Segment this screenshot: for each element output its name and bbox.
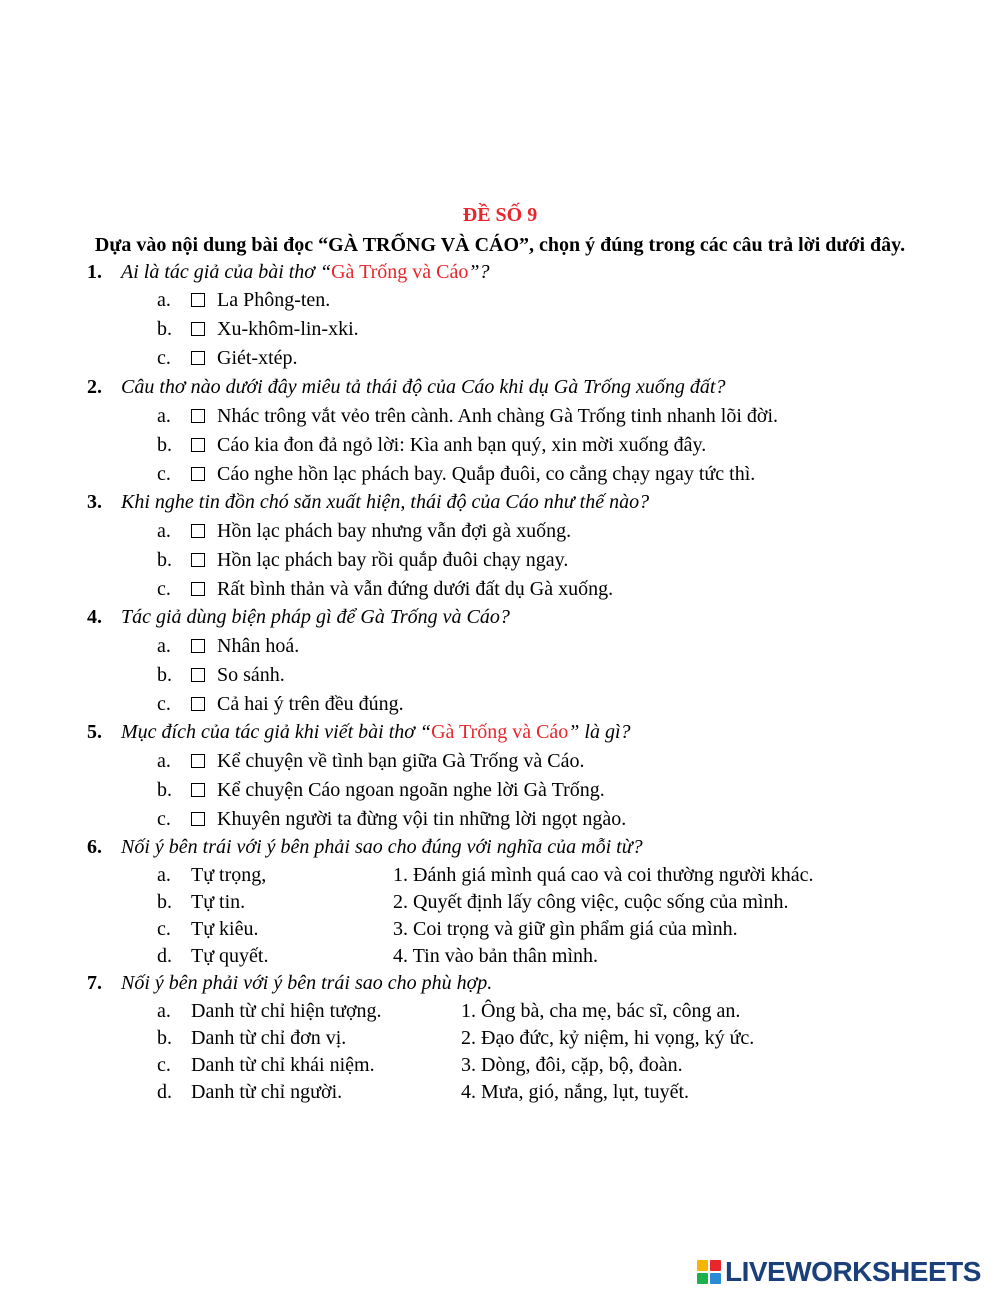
match-row-6b[interactable]: b. Tự tin. 2. Quyết định lấy công việc, cuộc sống của mình. bbox=[157, 891, 789, 913]
question-number: 7. bbox=[87, 972, 102, 994]
match-row-6d[interactable]: d. Tự quyết. 4. Tin vào bản thân mình. bbox=[157, 945, 599, 967]
question-number: 5. bbox=[87, 721, 102, 743]
option-5b[interactable]: b. Kể chuyện Cáo ngoan ngoãn nghe lời Gà Trống. bbox=[157, 779, 605, 801]
checkbox[interactable] bbox=[191, 754, 205, 768]
option-3a[interactable]: a. Hồn lạc phách bay nhưng vẫn đợi gà xuống. bbox=[157, 520, 572, 542]
question-number: 3. bbox=[87, 491, 102, 513]
logo-block bbox=[697, 1273, 708, 1284]
question-text: Khi nghe tin đồn chó săn xuất hiện, thái độ của Cáo như thế nào? bbox=[121, 491, 650, 513]
option-4b[interactable]: b. So sánh. bbox=[157, 664, 285, 686]
checkbox[interactable] bbox=[191, 553, 205, 567]
option-1b[interactable]: b. Xu-khôm-lin-xki. bbox=[157, 318, 359, 340]
checkbox[interactable] bbox=[191, 582, 205, 596]
question-2 bbox=[87, 374, 725, 400]
checkbox[interactable] bbox=[191, 351, 205, 365]
match-row-6c[interactable]: c. Tự kiêu. 3. Coi trọng và giữ gìn phẩm giá của mình. bbox=[157, 918, 738, 940]
option-1a[interactable]: a. La Phông-ten. bbox=[157, 289, 331, 311]
logo-block bbox=[710, 1273, 721, 1284]
logo-block bbox=[710, 1260, 721, 1271]
checkbox[interactable] bbox=[191, 293, 205, 307]
option-2c[interactable]: c. Cáo nghe hồn lạc phách bay. Quắp đuôi, co cẳng chạy ngay tức thì. bbox=[157, 463, 756, 485]
logo-block bbox=[697, 1260, 708, 1271]
checkbox[interactable] bbox=[191, 668, 205, 682]
question-text: Ai là tác giả của bài thơ “Gà Trống và Cáo”? bbox=[121, 261, 490, 283]
checkbox[interactable] bbox=[191, 409, 205, 423]
question-number: 2. bbox=[87, 376, 102, 398]
option-5a[interactable]: a. Kể chuyện về tình bạn giữa Gà Trống và Cáo. bbox=[157, 750, 585, 772]
option-5c[interactable]: c. Khuyên người ta đừng vội tin những lời ngọt ngào. bbox=[157, 808, 627, 830]
question-4 bbox=[87, 604, 510, 630]
option-3b[interactable]: b. Hồn lạc phách bay rồi quắp đuôi chạy ngay. bbox=[157, 549, 569, 571]
question-text: Nối ý bên trái với ý bên phải sao cho đúng với nghĩa của mỗi từ? bbox=[121, 836, 643, 858]
checkbox[interactable] bbox=[191, 783, 205, 797]
option-3c[interactable]: c. Rất bình thản và vẫn đứng dưới đất dụ Gà xuống. bbox=[157, 578, 614, 600]
match-row-7a[interactable]: a. Danh từ chỉ hiện tượng. 1. Ông bà, cha mẹ, bác sĩ, công an. bbox=[157, 1000, 741, 1022]
checkbox[interactable] bbox=[191, 322, 205, 336]
page-title: ĐỀ SỐ 9 bbox=[462, 204, 538, 226]
question-text: Mục đích của tác giả khi viết bài thơ “Gà Trống và Cáo” là gì? bbox=[121, 721, 631, 743]
match-row-7d[interactable]: d. Danh từ chỉ người. 4. Mưa, gió, nắng, lụt, tuyết. bbox=[157, 1081, 690, 1103]
match-row-7b[interactable]: b. Danh từ chỉ đơn vị. 2. Đạo đức, kỷ niệm, hi vọng, ký ức. bbox=[157, 1027, 755, 1049]
question-6 bbox=[87, 834, 643, 860]
question-5 bbox=[87, 719, 631, 745]
question-7 bbox=[87, 970, 492, 996]
checkbox[interactable] bbox=[191, 697, 205, 711]
question-number: 6. bbox=[87, 836, 102, 858]
question-3 bbox=[87, 489, 649, 515]
option-2b[interactable]: b. Cáo kia đon đả ngỏ lời: Kìa anh bạn quý, xin mời xuống đây. bbox=[157, 434, 707, 456]
option-1c[interactable]: c. Giét-xtép. bbox=[157, 347, 298, 369]
checkbox[interactable] bbox=[191, 467, 205, 481]
question-text: Nối ý bên phải với ý bên trái sao cho phù hợp. bbox=[121, 972, 493, 994]
logo-blocks-icon bbox=[697, 1260, 721, 1284]
logo-text: LIVEWORKSHEETS bbox=[725, 1256, 981, 1287]
instruction: Dựa vào nội dung bài đọc “GÀ TRỐNG VÀ CÁO”, chọn ý đúng trong các câu trả lời dưới đây. bbox=[94, 234, 906, 256]
question-1 bbox=[87, 259, 489, 285]
option-4a[interactable]: a. Nhân hoá. bbox=[157, 635, 300, 657]
match-row-6a[interactable]: a. Tự trọng, 1. Đánh giá mình quá cao và coi thường người khác. bbox=[157, 864, 814, 886]
match-row-7c[interactable]: c. Danh từ chỉ khái niệm. 3. Dòng, đôi, cặp, bộ, đoàn. bbox=[157, 1054, 683, 1076]
question-text: Tác giả dùng biện pháp gì để Gà Trống và Cáo? bbox=[121, 606, 510, 628]
checkbox[interactable] bbox=[191, 639, 205, 653]
checkbox[interactable] bbox=[191, 438, 205, 452]
checkbox[interactable] bbox=[191, 524, 205, 538]
option-2a[interactable]: a. Nhác trông vắt vẻo trên cành. Anh chàng Gà Trống tinh nhanh lõi đời. bbox=[157, 405, 779, 427]
question-number: 4. bbox=[87, 606, 102, 628]
question-number: 1. bbox=[87, 261, 102, 283]
checkbox[interactable] bbox=[191, 812, 205, 826]
question-text: Câu thơ nào dưới đây miêu tả thái độ của Cáo khi dụ Gà Trống xuống đất? bbox=[121, 376, 726, 398]
option-4c[interactable]: c. Cả hai ý trên đều đúng. bbox=[157, 693, 404, 715]
